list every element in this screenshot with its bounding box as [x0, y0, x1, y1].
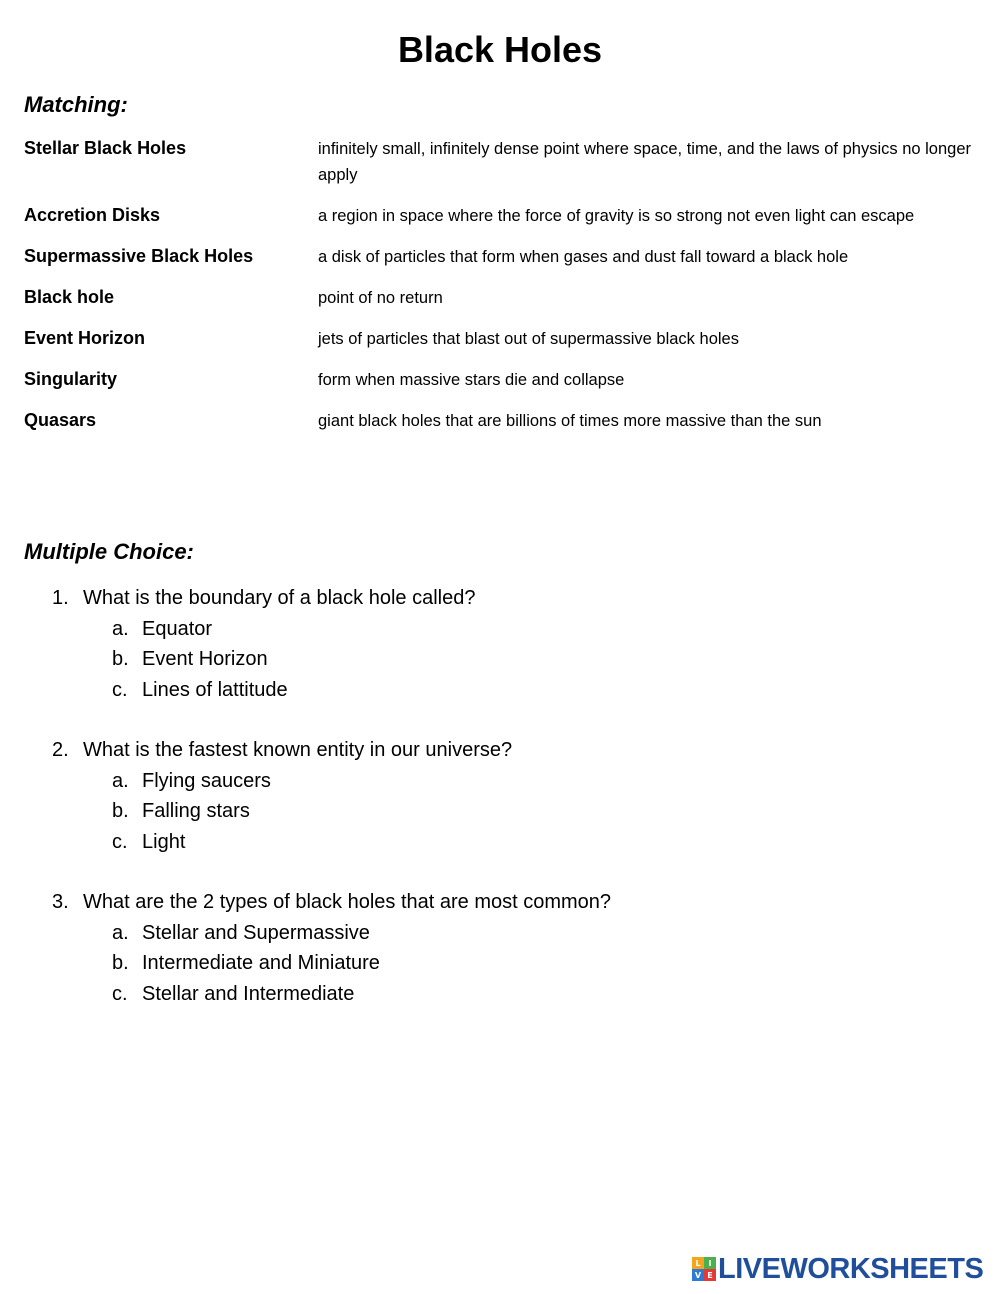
option-letter: b. [112, 800, 129, 822]
question-text: What is the fastest known entity in our universe? [83, 739, 513, 761]
answer-option[interactable] [112, 796, 952, 827]
matching-definition[interactable]: form when massive stars die and collapse [318, 371, 625, 389]
answer-options [112, 766, 952, 858]
multiple-choice-list [52, 583, 952, 1039]
answer-option[interactable] [112, 979, 952, 1010]
matching-row [24, 285, 984, 311]
option-text: Equator [142, 617, 213, 640]
option-text: Event Horizon [142, 648, 268, 670]
question-line [52, 735, 952, 766]
answer-option[interactable] [112, 644, 952, 675]
matching-definition[interactable]: a disk of particles that form when gases and dust fall toward a black hole [318, 248, 849, 266]
matching-term[interactable]: Black hole [24, 287, 115, 307]
question-number: 2. [52, 739, 69, 761]
question-item [52, 583, 952, 705]
question-text: What is the boundary of a black hole called? [83, 587, 476, 609]
matching-definition[interactable]: a region in space where the force of gravity is so strong not even light can escape [318, 207, 915, 225]
matching-row [24, 203, 984, 229]
answer-option[interactable] [112, 675, 952, 706]
matching-heading: Matching: [24, 92, 128, 117]
question-line [52, 887, 952, 918]
liveworksheets-logo-icon [692, 1257, 716, 1281]
matching-row [24, 367, 984, 393]
matching-term[interactable]: Singularity [24, 369, 118, 389]
matching-definition[interactable]: point of no return [318, 289, 443, 307]
matching-term[interactable]: Accretion Disks [24, 205, 161, 225]
answer-options [112, 614, 952, 706]
matching-row [24, 244, 984, 270]
option-letter: c. [112, 982, 128, 1005]
question-text: What are the 2 types of black holes that are most common? [83, 891, 612, 913]
matching-definition[interactable]: jets of particles that blast out of supermassive black holes [318, 330, 739, 348]
multiple-choice-heading: Multiple Choice: [24, 539, 194, 564]
logo-icon-letter: E [704, 1269, 716, 1281]
option-text: Lines of lattitude [142, 678, 288, 701]
answer-option[interactable] [112, 766, 952, 797]
page-title: Black Holes [397, 29, 603, 70]
question-number: 3. [52, 891, 69, 913]
matching-definition[interactable]: giant black holes that are billions of times more massive than the sun [318, 412, 822, 430]
answer-option[interactable] [112, 827, 952, 858]
matching-term[interactable]: Quasars [24, 410, 97, 430]
option-text: Light [142, 830, 186, 853]
matching-term[interactable]: Event Horizon [24, 328, 146, 348]
option-text: Falling stars [142, 800, 250, 822]
question-line [52, 583, 952, 614]
option-letter: b. [112, 648, 129, 670]
option-letter: a. [112, 921, 129, 944]
matching-row [24, 136, 984, 188]
option-letter: a. [112, 617, 129, 640]
option-letter: b. [112, 952, 129, 974]
option-letter: a. [112, 769, 129, 792]
logo-text: LIVEWORKSHEETS [718, 1253, 984, 1285]
answer-option[interactable] [112, 948, 952, 979]
matching-term[interactable]: Supermassive Black Holes [24, 246, 254, 266]
liveworksheets-logo [692, 1254, 983, 1284]
matching-row [24, 326, 984, 352]
matching-definition[interactable]: infinitely small, infinitely dense point where space, time, and the laws of physics no longer apply [318, 140, 972, 184]
matching-table [24, 136, 984, 449]
option-letter: c. [112, 678, 128, 701]
option-text: Stellar and Supermassive [142, 921, 370, 944]
option-text: Stellar and Intermediate [142, 982, 355, 1005]
question-item [52, 735, 952, 857]
question-item [52, 887, 952, 1009]
answer-option[interactable] [112, 614, 952, 645]
option-letter: c. [112, 830, 128, 853]
matching-row [24, 408, 984, 434]
option-text: Intermediate and Miniature [142, 952, 380, 974]
answer-option[interactable] [112, 918, 952, 949]
logo-icon-letter: V [692, 1269, 704, 1281]
logo-icon-letter: L [692, 1257, 704, 1269]
option-text: Flying saucers [142, 769, 271, 792]
logo-icon-letter: I [704, 1257, 716, 1269]
matching-term[interactable]: Stellar Black Holes [24, 138, 187, 158]
answer-options [112, 918, 952, 1010]
question-number: 1. [52, 587, 69, 609]
